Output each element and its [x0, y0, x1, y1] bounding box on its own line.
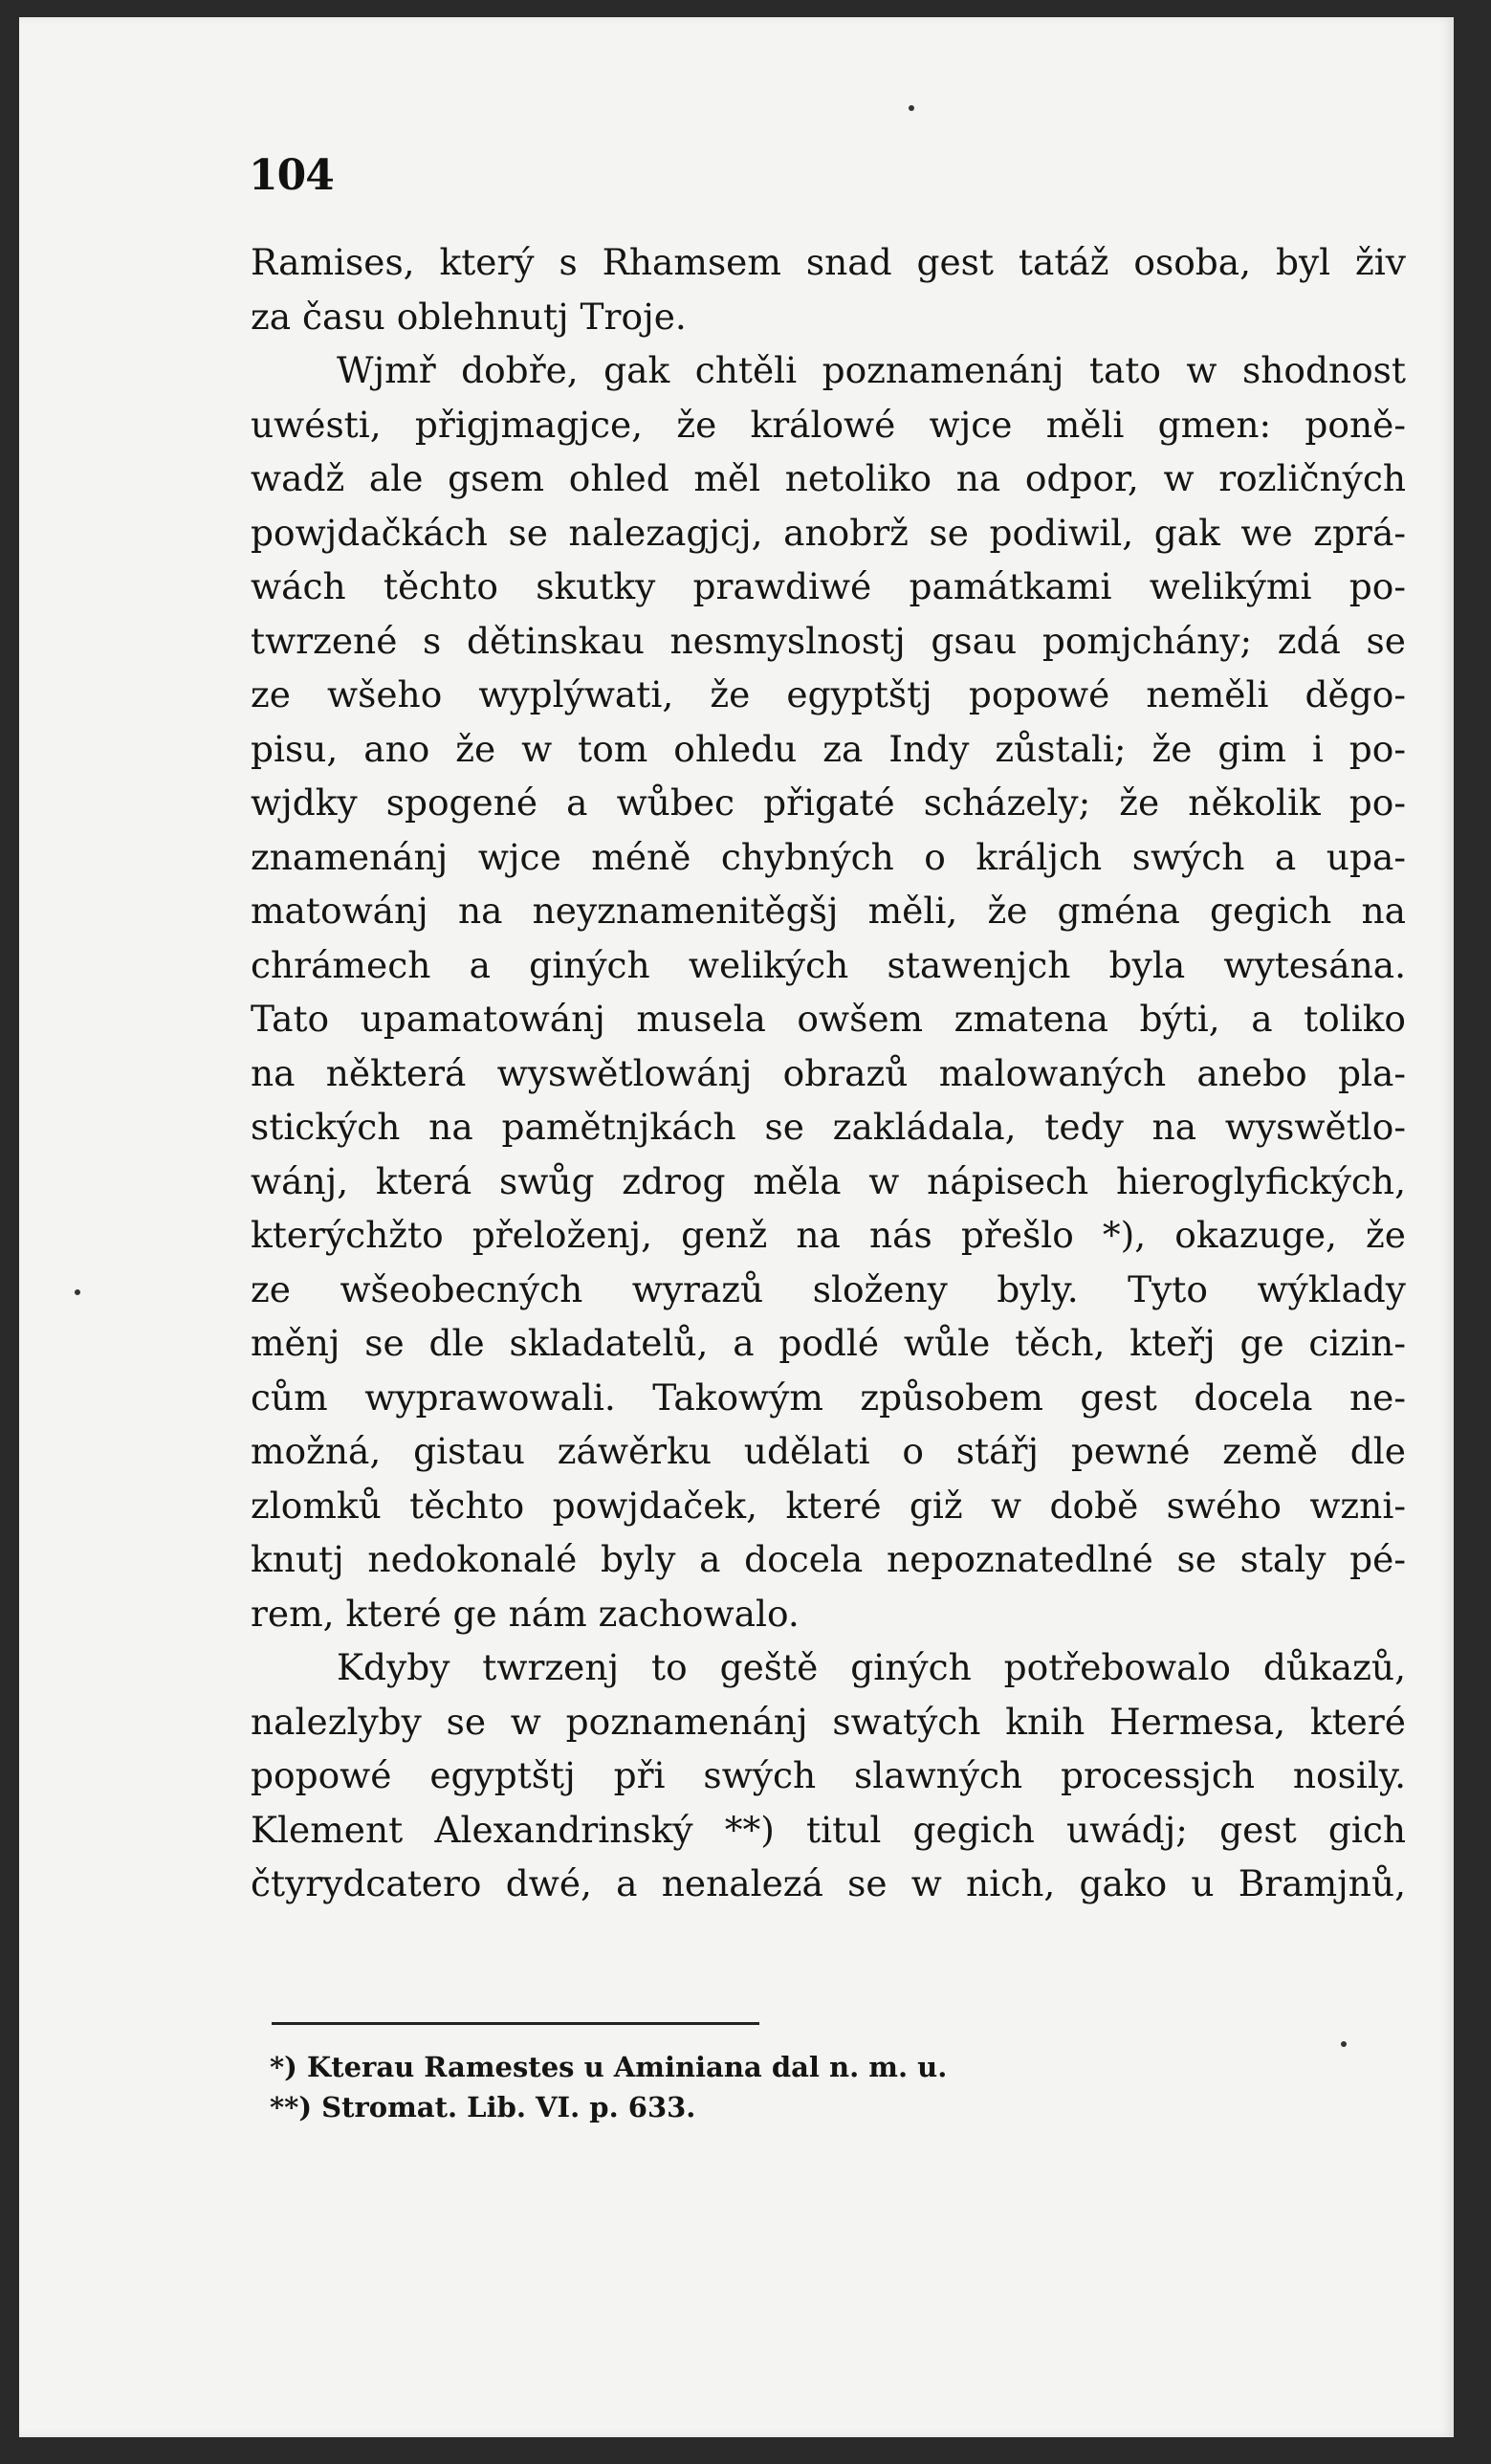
text-line: chrámech a giných welikých stawenjch byla wytesána. [251, 943, 1406, 986]
paragraph [251, 343, 1406, 1640]
text-line: měnj se dle skladatelů, a podlé wůle těch, kteřj ge cizin- [251, 1322, 1406, 1364]
text-line: nalezlyby se w poznamenánj swatých knih Hermesa, které [251, 1700, 1406, 1743]
text-line: knutj nedokonalé byly a docela nepoznatedlné se staly pé- [251, 1538, 1406, 1580]
text-line: ze wšeobecných wyrazů složeny byly. Tyto wýklady [251, 1267, 1406, 1310]
paragraph [251, 235, 1406, 343]
footnotes [270, 2047, 1130, 2127]
text-line: zlomků těchto powjdaček, které giž w době swého wzni- [251, 1484, 1406, 1527]
book-page [19, 17, 1454, 2437]
text-line: wjdky spogené a wůbec přigaté scházely; že několik po- [251, 781, 1406, 824]
text-line: rem, které ge nám zachowalo. [251, 1592, 800, 1635]
body-text [251, 235, 1406, 1911]
text-line: cům wyprawowali. Takowým způsobem gest docela ne- [251, 1375, 1406, 1419]
paragraph [251, 1640, 1406, 1911]
text-line: uwésti, přigjmagjce, že králowé wjce měli gmen: poně- [251, 403, 1406, 446]
text-line: wánj, která swůg zdrog měla w nápisech hieroglyfických, [251, 1159, 1406, 1202]
text-line: matowánj na neyznamenitěgšj měli, že gména gegich na [251, 890, 1406, 932]
text-line: možná, gistau záwěrku udělati o stářj pewné země dle [251, 1430, 1406, 1472]
text-line: stických na pamětnjkách se zakládala, tedy na wyswětlo- [251, 1106, 1406, 1148]
text-line: znamenánj wjce méně chybných o králjch swých a upa- [251, 835, 1406, 878]
footnote: *) Kterau Ramestes u Aminiana dal n. m. u. [270, 2051, 948, 2083]
text-line: na některá wyswětlowánj obrazů malowaných anebo pla- [251, 1051, 1406, 1094]
paper-speck [75, 1289, 80, 1295]
text-line: Ramises, který s Rhamsem snad gest tatáž osoba, byl živ [251, 241, 1406, 283]
text-line: Tato upamatowánj musela owšem zmatena býti, a toliko [251, 998, 1406, 1040]
paper-speck [1341, 2041, 1347, 2047]
text-line: Kdyby twrzenj to geště giných potřebowalo důkazů, [337, 1646, 1406, 1688]
text-line: twrzené s dětinskau nesmyslnostj gsau pomjchány; zdá se [251, 619, 1406, 662]
text-line: Wjmř dobře, gak chtěli poznamenánj tato w shodnost [337, 349, 1406, 391]
text-line: kterýchžto přeloženj, genž na nás přešlo *), okazuge, že [251, 1214, 1406, 1256]
text-line: popowé egyptštj při swých slawných processjch nosily. [251, 1754, 1406, 1796]
text-line: za času oblehnutj Troje. [251, 295, 687, 338]
paper-speck [909, 105, 914, 111]
text-line: Klement Alexandrinský **) titul gegich uwádj; gest gich [251, 1808, 1406, 1851]
footnote-rule [272, 2022, 759, 2025]
page-number: 104 [249, 151, 334, 200]
text-line: čtyrydcatero dwé, a nenalezá se w nich, gako u Bramjnů, [251, 1862, 1406, 1904]
footnote: **) Stromat. Lib. VI. p. 633. [270, 2091, 696, 2123]
text-line: wách těchto skutky prawdiwé památkami welikými po- [251, 565, 1406, 607]
text-line: ze wšeho wyplýwati, že egyptštj popowé neměli děgo- [251, 673, 1406, 715]
text-line: powjdačkách se nalezagjcj, anobrž se podiwil, gak we zprá- [251, 511, 1406, 554]
text-line: pisu, ano že w tom ohledu za Indy zůstali; že gim i po- [251, 727, 1406, 770]
text-line: wadž ale gsem ohled měl netoliko na odpor, w rozličných [251, 457, 1406, 499]
